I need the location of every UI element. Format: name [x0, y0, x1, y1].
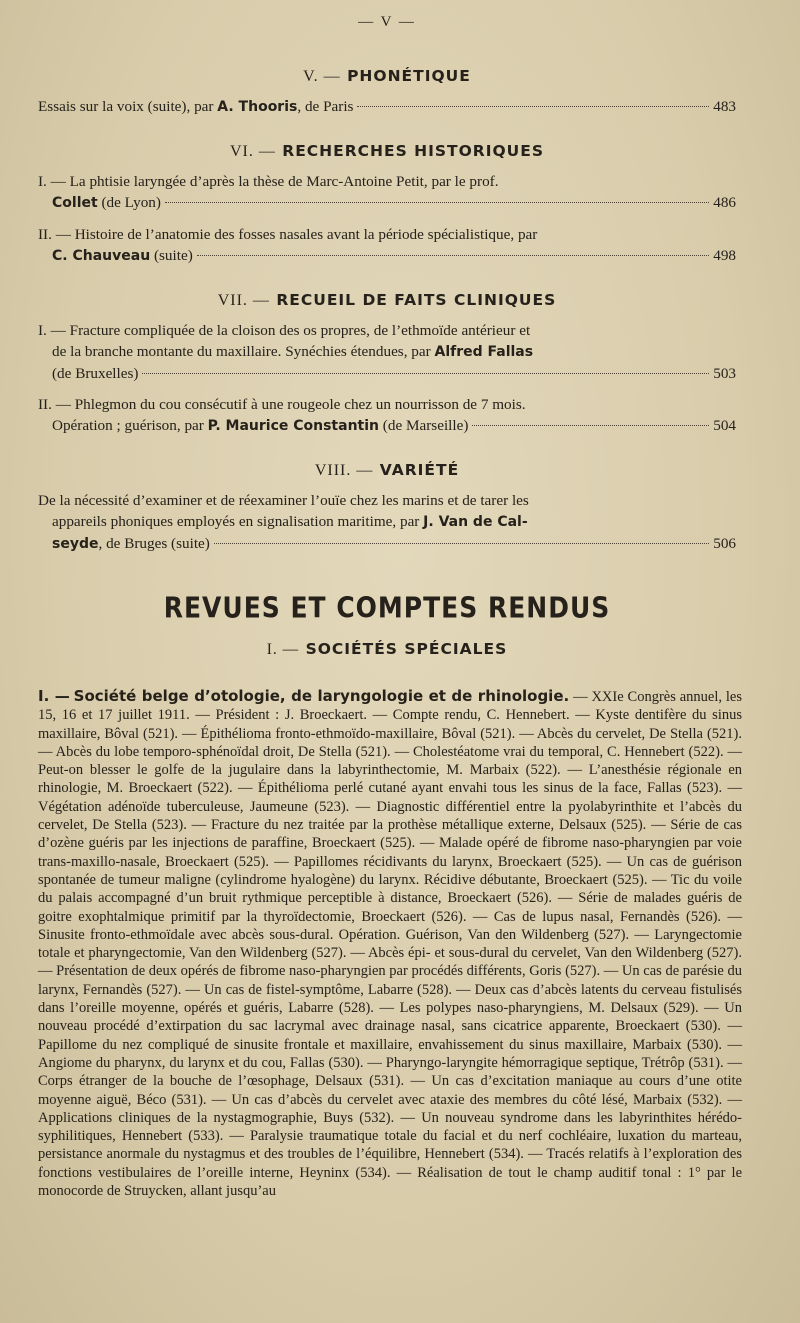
entry-text: I. — Fracture compliquée de la cloison des os propres, de l’ethmoïde antérieur et [38, 322, 531, 339]
section-title-text: RECUEIL DE FAITS CLINIQUES [276, 291, 557, 309]
toc-entry [38, 490, 736, 555]
dot-leader [197, 255, 709, 256]
revues-title: REVUES ET COMPTES RENDUS [163, 590, 611, 625]
society-name: Société belge d’otologie, de laryngologie et de rhinologie. [73, 687, 570, 705]
subsection-title: SOCIÉTÉS SPÉCIALES [305, 640, 508, 658]
entry-origin: (de Lyon) [97, 194, 161, 211]
entry-page-number: 504 [713, 417, 736, 434]
entry-author: Collet [52, 195, 98, 211]
entry-origin: , de Paris [297, 98, 354, 115]
section-number: V. — [303, 68, 341, 85]
society-number: I. — [38, 687, 70, 705]
section-title-text: VARIÉTÉ [379, 461, 460, 479]
entry-text: Opération ; guérison, par [52, 417, 208, 434]
toc-entry [38, 224, 736, 267]
toc-entry [38, 171, 736, 214]
society-report-body: — XXIe Congrès annuel, les 15, 16 et 17 juillet 1911. — Président : J. Broeckaert. — Compte rendu, C. Hennebert. — Kyste dentifère du sinus maxillaire, Bôval (521). — Épithélioma fronto-ethmoïdo-maxillaire, Bôval (521). — Abcès du cervelet, De Stella (521). — Abcès du lobe temporo-sphénoïdal droit, De Stella (521). — Cholestéatome vrai du temporal, C. Hennebert (522). — Peut-on blesser le golfe de la jugulaire dans la labyrinthectomie, M. Marbaix (522). — L’anesthésie régionale en rhinologie, M. Broeckaert (522). — Épithélioma perlé cutané ayant envahi tous les sinus de la face, Fallas (523). — Végétation adénoïde tuberculeuse, Jaumeune (523). — Diagnostic différentiel entre la pyolabyrinthite et l’abcès du cervelet, De Stella (523). — Fracture du nez traitée par la prothèse métallique externe, Delsaux (525). — Série de cas d’ozène guéris par les injections de paraffine, Broeckaert (525). — Malade opéré de fibrome naso-pharyngien par voie trans-maxillo-nasale, Broeckaert (525). — Papillomes récidivants du larynx, Broeckaert (525). — Un cas de guérison spontanée de tumeur maligne (cylindrome hyalogène) du larynx. Récidive débutante, Broeckaert (525). — Tic du voile du palais accompagné d’un bruit rythmique perceptible à distance, Broeckaert (526). — Série de malades guéris de goitre exophtalmique primitif par la thyroïdectomie, Broeckaert (526). — Cas de lupus nasal, Fernandès (526). — Sinusite fronto-ethmoïdale avec abcès sous-dural. Opération. Guérison, Van den Wildenberg (527). — Laryngectomie totale et pharyngectomie, Van den Wildenberg (527). — Abcès épi- et sous-dural du cervelet, Van den Wildenberg (527). — Présentation de deux opérés de fibrome naso-pharyngien par procédés différents, Goris (527). — Un cas de parésie du larynx, Fernandès (527). — Un cas de fistel-symptôme, Labarre (528). — Deux cas d’abcès latents du cerveau fistulisés dans l’oreille moyenne, opérés et guéris, Labarre (528). — Les polypes naso-pharyngiens, M. Delsaux (529). — Un nouveau procédé d’extirpation du sac lacrymal avec drainage nasal, sans cicatrice apparente, Broeckaert (530). — Papillome du nez compliqué de sinusite frontale et maxillaire, envahissement du sinus maxillaire, Marbaix (530). — Angiome du pharynx, du larynx et du cou, Fallas (530). — Pharyngo-laryngite hémorragique septique, Trétrôp (531). — Corps étranger de la bouche de l’œsophage, Delsaux (531). — Un cas d’excitation maniaque au cours d’une otite moyenne aiguë, Béco (531). — Un cas d’abcès du cervelet avec ataxie des membres du côté lésé, Marbaix (532). — Applications cliniques de la nystagmographie, Buys (532). — Un nouveau syndrome dans les labyrinthites hérédo-syphilitiques, Hennebert (533). — Paralysie traumatique totale du facial et du nerf cochléaire, luxation du marteau, persistance anormale du nystagmus et des troubles de l’équilibre, Hennebert (534). — Tracés relatifs à l’exploration des fonctions vestibulaires de l’oreille interne, Heyninx (534). — Réalisation de tout le champ auditif tonal : 1° par le monocorde de Struycken, allant jusqu’au [38, 689, 742, 1200]
section-title-phonetique [38, 67, 736, 86]
entry-text: de la branche montante du maxillaire. Synéchies étendues, par [52, 343, 435, 360]
section-title-text: PHONÉTIQUE [347, 67, 471, 85]
dot-leader [472, 425, 709, 426]
page-folio: — V — [358, 14, 416, 30]
entry-text: Essais sur la voix (suite), par [38, 98, 218, 115]
entry-text: II. — Histoire de l’anatomie des fosses nasales avant la période spécialistique, par [38, 226, 538, 243]
entry-author: J. Van de Cal- [423, 514, 528, 530]
entry-origin: , de Bruges (suite) [98, 535, 210, 552]
section-title-text: RECHERCHES HISTORIQUES [282, 142, 545, 160]
entry-origin: (de Bruxelles) [52, 365, 139, 382]
entry-text: De la nécessité d’examiner et de réexaminer l’ouïe chez les marins et de tarer les [38, 492, 529, 509]
entry-author: Alfred Fallas [434, 344, 534, 360]
section-title-variete [38, 461, 736, 480]
toc-entry [38, 320, 736, 384]
entry-page-number: 483 [713, 98, 736, 115]
entry-page-number: 486 [713, 194, 736, 211]
subsection-number: I. — [266, 641, 300, 658]
dot-leader [214, 543, 709, 544]
dot-leader [165, 202, 709, 203]
section-title-recueil-faits-cliniques [38, 291, 736, 310]
society-report [38, 687, 742, 1200]
entry-page-number: 506 [713, 535, 736, 552]
dot-leader [357, 106, 709, 107]
dot-leader [142, 373, 709, 374]
entry-author: P. Maurice Constantin [207, 418, 379, 434]
entry-author: seyde [52, 536, 99, 552]
entry-text: I. — La phtisie laryngée d’après la thèse de Marc-Antoine Petit, par le prof. [38, 173, 499, 190]
entry-author: A. Thooris [217, 99, 298, 115]
toc-entry [38, 394, 736, 437]
section-number: VII. — [217, 292, 270, 309]
entry-origin: (de Marseille) [379, 417, 469, 434]
entry-page-number: 503 [713, 365, 736, 382]
section-number: VIII. — [314, 462, 374, 479]
section-number: VI. — [229, 143, 276, 160]
entry-text: II. — Phlegmon du cou consécutif à une rougeole chez un nourrisson de 7 mois. [38, 396, 526, 413]
section-title-recherches-historiques [38, 142, 736, 161]
revues-subtitle [38, 640, 736, 659]
entry-author: C. Chauveau [52, 248, 151, 264]
entry-origin: (suite) [150, 247, 193, 264]
toc-entry [38, 96, 736, 118]
entry-page-number: 498 [713, 247, 736, 264]
entry-text: appareils phoniques employés en signalisation maritime, par [52, 513, 424, 530]
